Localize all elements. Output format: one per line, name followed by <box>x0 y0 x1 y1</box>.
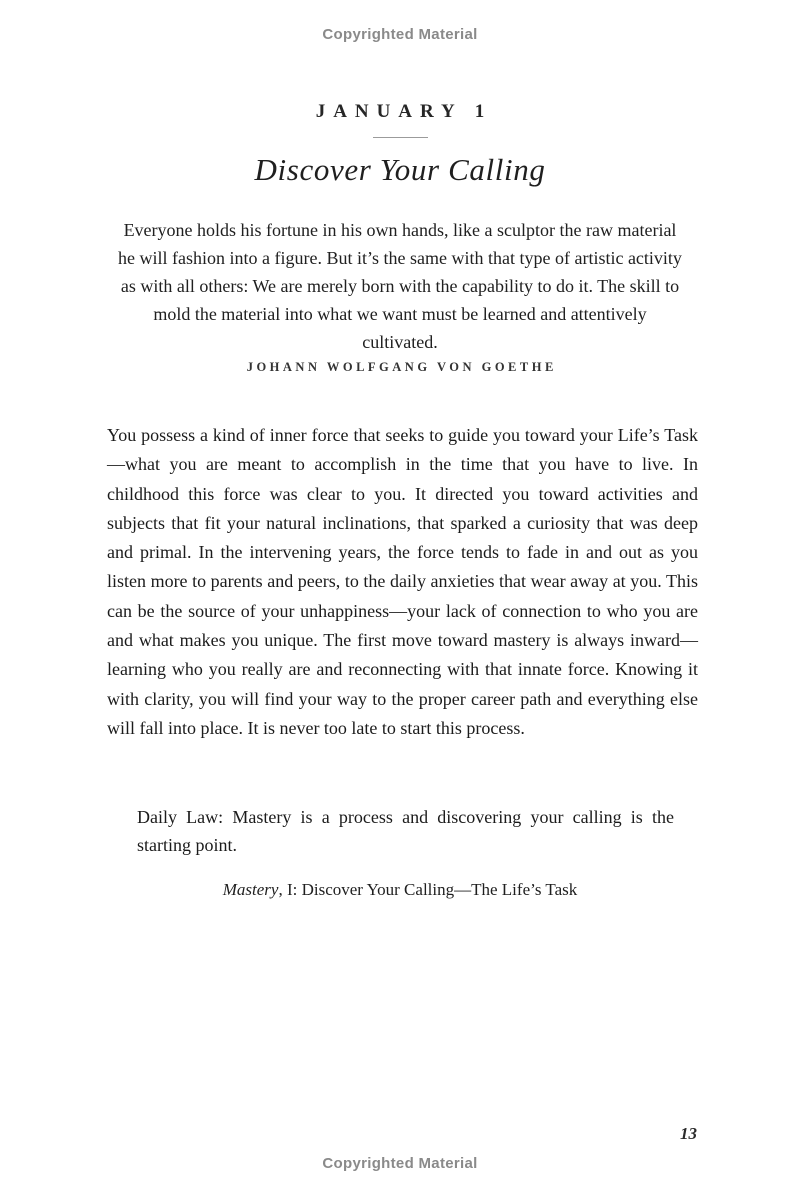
body-paragraph: You possess a kind of inner force that seeks to guide you toward your Life’s Task—what you are meant to accomplish in the time that you have to live. In childhood this force was clear to you. It directed you toward activities and subjects that fit your natural inclinations, that sparked a curiosity that was deep and primal. In the intervening years, the force tends to fade in and out as you listen more to parents and peers, to the daily anxieties that wear away at you. This can be the source of your unhappiness—your lack of connection to who you are and what makes you unique. The first move toward mastery is always inward—learning who you really are and reconnecting with that innate force. Knowing it with clarity, you will find your way to the proper career path and everything else will fall into place. It is never too late to start this process. <box>107 425 698 738</box>
watermark-top: Copyrighted Material <box>322 26 478 43</box>
epigraph-attribution: JOHANN WOLFGANG VON GOETHE <box>246 360 557 374</box>
source-reference: , I: Discover Your Calling—The Life’s Task <box>278 880 578 899</box>
source-line <box>0 880 800 900</box>
daily-law-text: Daily Law: Mastery is a process and discovering your calling is the starting point. <box>137 807 674 855</box>
source-work-title: Mastery <box>222 880 279 899</box>
date-heading: JANUARY 1 <box>315 101 493 122</box>
watermark-bottom: Copyrighted Material <box>322 1155 478 1172</box>
page-number: 13 <box>680 1124 697 1143</box>
epigraph-text: Everyone holds his fortune in his own hands, like a sculptor the raw material he will fashion into a figure. But it’s the same with that type of artistic activity as with all others: We are merely born with the capability to do it. The skill to mold the material into what we want must be learned and attentively cultivated. <box>118 220 682 352</box>
entry-title: Discover Your Calling <box>254 152 546 187</box>
divider-rule <box>373 137 428 138</box>
